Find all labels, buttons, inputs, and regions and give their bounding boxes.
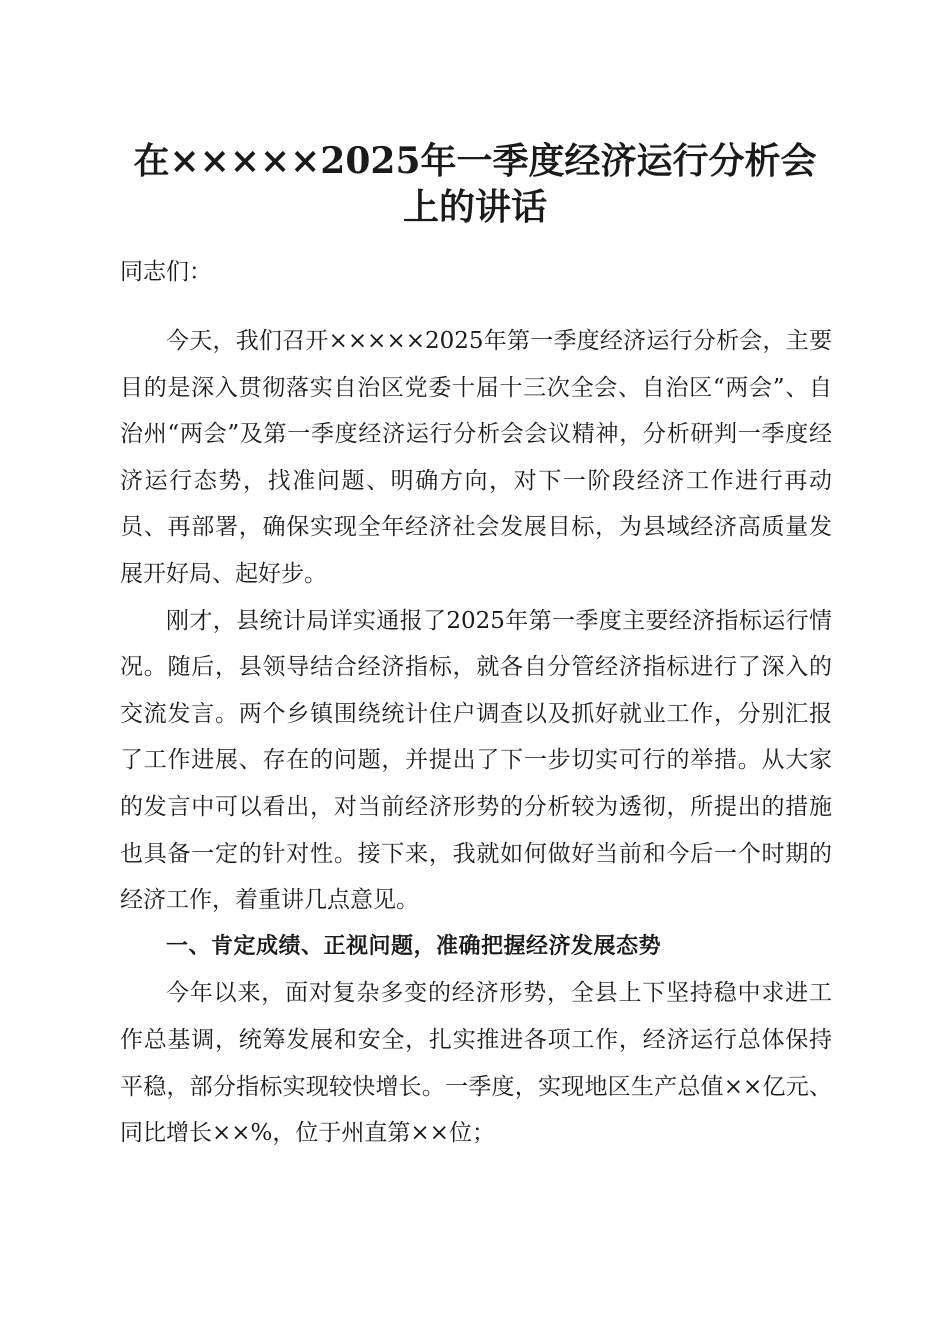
paragraph-opening: 今天，我们召开×××××2025年第一季度经济运行分析会，主要目的是深入贯彻落实自治区党委十届十三次全会、自治区“两会”、自治州“两会”及第一季度经济运行分析会会议精神，分析研判一季度经济运行态势，找准问题、明确方向，对下一阶段经济工作进行再动员、再部署，确保实现全年经济社会发展目标，为县域经济高质量发展开好局、起好步。 [120, 328, 832, 587]
document-body [120, 318, 832, 1157]
paragraph-summary: 刚才，县统计局详实通报了2025年第一季度主要经济指标运行情况。随后，县领导结合经济指标，就各自分管经济指标进行了深入的交流发言。两个乡镇围绕统计住户调查以及抓好就业工作，分别汇报了工作进展、存在的问题，并提出了下一步切实可行的举措。从大家的发言中可以看出，对当前经济形势的分析较为透彻，所提出的措施也具备一定的针对性。接下来，我就如何做好当前和今后一个时期的经济工作，着重讲几点意见。 [120, 607, 832, 914]
paragraph-section-1: 今年以来，面对复杂多变的经济形势，全县上下坚持稳中求进工作总基调，统筹发展和安全，扎实推进各项工作，经济运行总体保持平稳，部分指标实现较快增长。一季度，实现地区生产总值××亿元、同比增长××%，位于州直第××位； [120, 980, 832, 1147]
document-title-line-2: 上的讲话 [402, 186, 547, 228]
salutation: 同志们： [120, 259, 212, 285]
section-heading-1: 一、肯定成绩、正视问题，准确把握经济发展态势 [166, 933, 662, 959]
document-title-line-1: 在×××××2025年一季度经济运行分析会 [133, 140, 817, 182]
